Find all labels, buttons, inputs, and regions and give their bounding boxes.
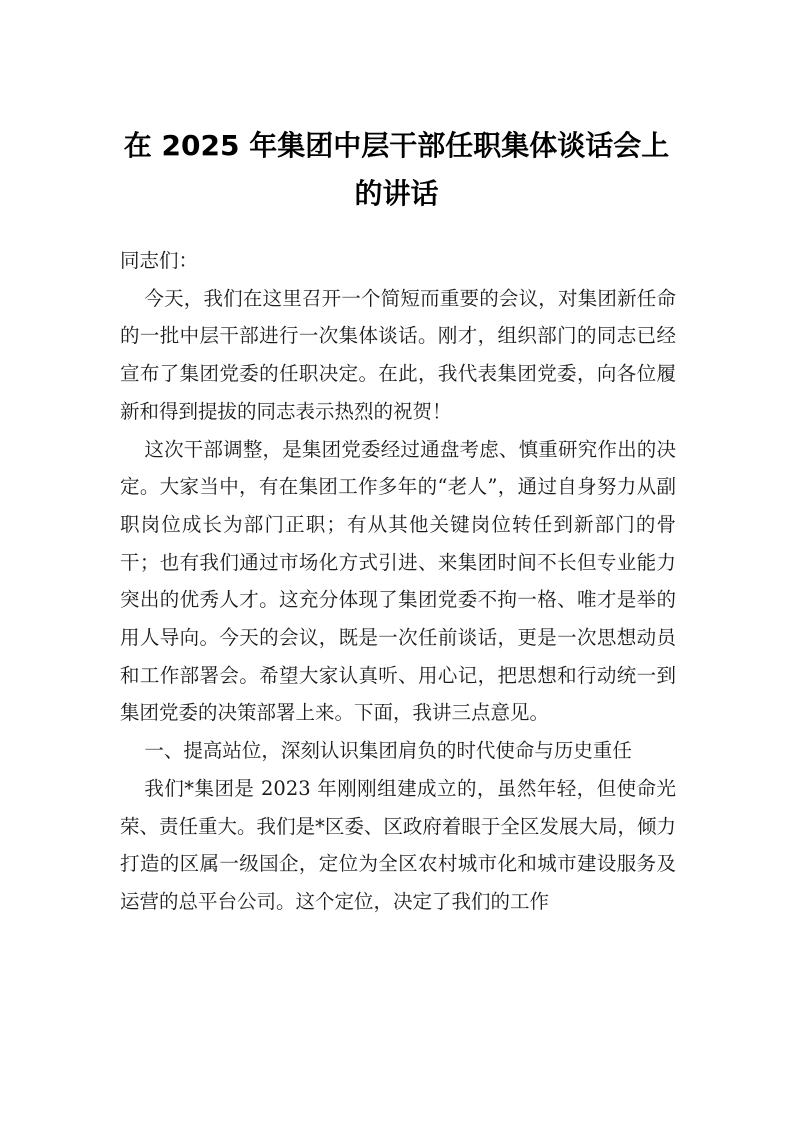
section-paragraph-1: 我们*集团是 2023 年刚刚组建成立的，虽然年轻，但使命光荣、责任重大。我们是*区委、区政府着眼于全区发展大局，倾力打造的区属一级国企，定位为全区农村城市化和城市建设服务及运营的总平台公司。这个定位，决定了我们的工作: [120, 776, 676, 913]
body-paragraph-2: 这次干部调整，是集团党委经过通盘考虑、慎重研究作出的决定。大家当中，有在集团工作多年的“老人”，通过自身努力从副职岗位成长为部门正职；有从其他关键岗位转任到新部门的骨干；也有我们通过市场化方式引进、来集团时间不长但专业能力突出的优秀人才。这充分体现了集团党委不拘一格、唯才是举的用人导向。今天的会议，既是一次任前谈话，更是一次思想动员和工作部署会。希望大家认真听、用心记，把思想和行动统一到集团党委的决策部署上来。下面，我讲三点意见。: [120, 437, 676, 725]
body-paragraph-1: 今天，我们在这里召开一个简短而重要的会议，对集团新任命的一批中层干部进行一次集体谈话。刚才，组织部门的同志已经宣布了集团党委的任职决定。在此，我代表集团党委，向各位履新和得到提拔的同志表示热烈的祝贺！: [120, 286, 676, 423]
document-body: [120, 242, 676, 921]
document-title: 在 2025 年集团中层干部任职集体谈话会上的讲话: [123, 129, 670, 210]
salutation: 同志们：: [120, 249, 199, 272]
section-heading-1: 一、提高站位，深刻认识集团肩负的时代使命与历史重任: [144, 739, 632, 763]
